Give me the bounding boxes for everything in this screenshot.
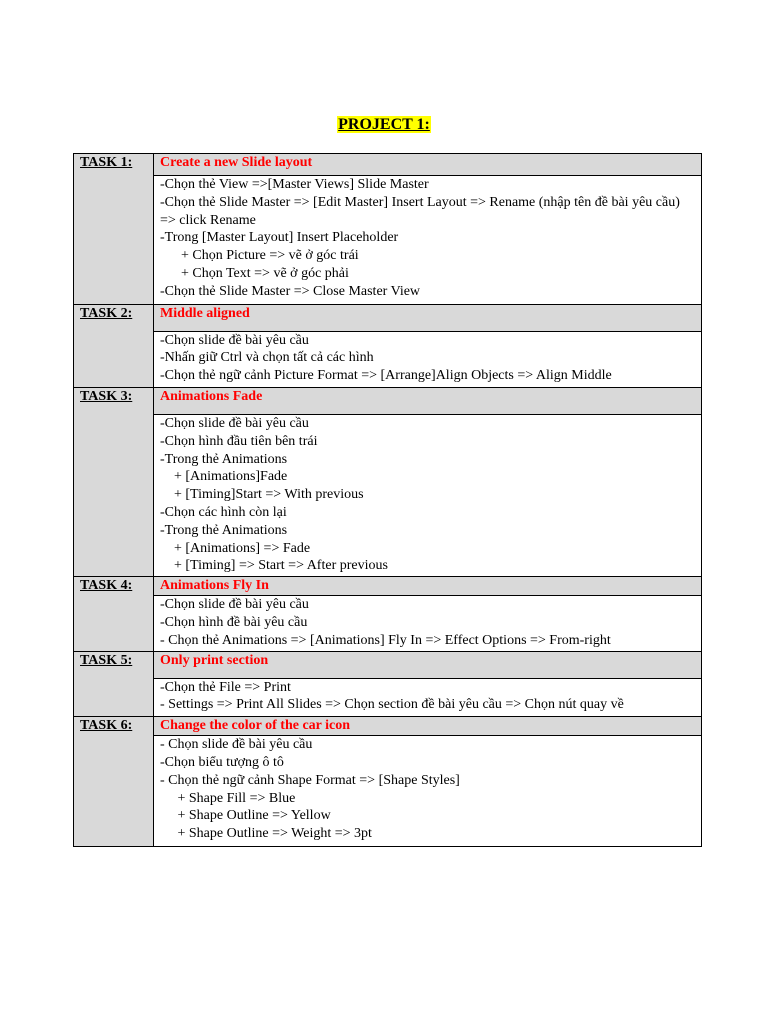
task-header-row [74, 154, 702, 176]
task-step: + [Animations]Fade [160, 469, 288, 485]
task-step: - Settings => Print All Slides => Chọn section đề bài yêu cầu => Chọn nút quay về [160, 697, 624, 713]
task-label: TASK 6: [74, 717, 154, 847]
task-steps-row [74, 414, 702, 576]
task-header-row [74, 717, 702, 736]
task-label: TASK 4: [74, 577, 154, 651]
task-step: + Chọn Picture => vẽ ở góc trái [160, 248, 359, 264]
task-header-row [74, 651, 702, 678]
task-steps [154, 176, 702, 305]
task-step: - Chọn slide đề bài yêu cầu [160, 737, 313, 753]
task-step: + [Timing]Start => With previous [160, 487, 364, 503]
task-step: + Shape Outline => Yellow [160, 808, 331, 824]
task-label: TASK 5: [74, 651, 154, 717]
task-step: -Chọn thẻ ngữ cảnh Picture Format => [Arrange]Align Objects => Align Middle [160, 368, 612, 384]
task-name: Create a new Slide layout [154, 154, 702, 176]
task-step: + [Timing] => Start => After previous [160, 558, 388, 574]
task-name: Middle aligned [154, 304, 702, 331]
task-step: -Trong thẻ Animations [160, 522, 288, 538]
task-steps [154, 331, 702, 387]
task-steps [154, 414, 702, 576]
task-step: + Chọn Text => vẽ ở góc phải [160, 265, 349, 281]
task-label: TASK 3: [74, 387, 154, 576]
task-step: -Chọn slide đề bài yêu cầu [160, 415, 309, 431]
task-step: -Nhấn giữ Ctrl và chọn tất cả các hình [160, 350, 374, 366]
task-steps-row [74, 331, 702, 387]
task-label: TASK 1: [74, 154, 154, 305]
task-step: + Shape Fill => Blue [160, 790, 296, 806]
task-steps [154, 596, 702, 651]
document-title: PROJECT 1: [338, 116, 430, 133]
task-steps [154, 736, 702, 847]
task-step: -Chọn thẻ Slide Master => [Edit Master] Insert Layout => Rename (nhập tên đề bài yêu cầu) => click Rename [160, 194, 684, 228]
task-steps [154, 678, 702, 717]
task-step: -Chọn hình đề bài yêu cầu [160, 614, 308, 630]
task-step: -Chọn slide đề bài yêu cầu [160, 597, 309, 613]
task-header-row [74, 304, 702, 331]
task-step: -Chọn biểu tượng ô tô [160, 754, 284, 770]
task-name: Animations Fly In [154, 577, 702, 596]
title-wrap [0, 116, 768, 134]
task-header-row [74, 577, 702, 596]
task-step: - Chọn thẻ Animations => [Animations] Fly In => Effect Options => From-right [160, 632, 611, 648]
task-step: -Chọn thẻ File => Print [160, 679, 291, 695]
task-step: - Chọn thẻ ngữ cảnh Shape Format => [Shape Styles] [160, 772, 460, 788]
tasks-table [73, 153, 702, 847]
task-step: -Chọn thẻ View =>[Master Views] Slide Master [160, 177, 429, 192]
task-name: Only print section [154, 651, 702, 678]
task-steps-row [74, 736, 702, 847]
task-steps-row [74, 596, 702, 651]
task-step: -Chọn hình đầu tiên bên trái [160, 433, 318, 449]
task-step: + [Animations] => Fade [160, 540, 311, 556]
task-name: Change the color of the car icon [154, 717, 702, 736]
task-step: -Trong [Master Layout] Insert Placeholder [160, 230, 399, 246]
task-steps-row [74, 176, 702, 305]
task-step: -Chọn thẻ Slide Master => Close Master View [160, 283, 421, 299]
task-label: TASK 2: [74, 304, 154, 387]
task-step: + Shape Outline => Weight => 3pt [160, 826, 372, 842]
tasks-table-body [74, 154, 702, 847]
task-steps-row [74, 678, 702, 717]
task-name: Animations Fade [154, 387, 702, 414]
task-step: -Trong thẻ Animations [160, 451, 288, 467]
task-step: -Chọn slide đề bài yêu cầu [160, 332, 309, 348]
task-step: -Chọn các hình còn lại [160, 504, 287, 520]
task-header-row [74, 387, 702, 414]
